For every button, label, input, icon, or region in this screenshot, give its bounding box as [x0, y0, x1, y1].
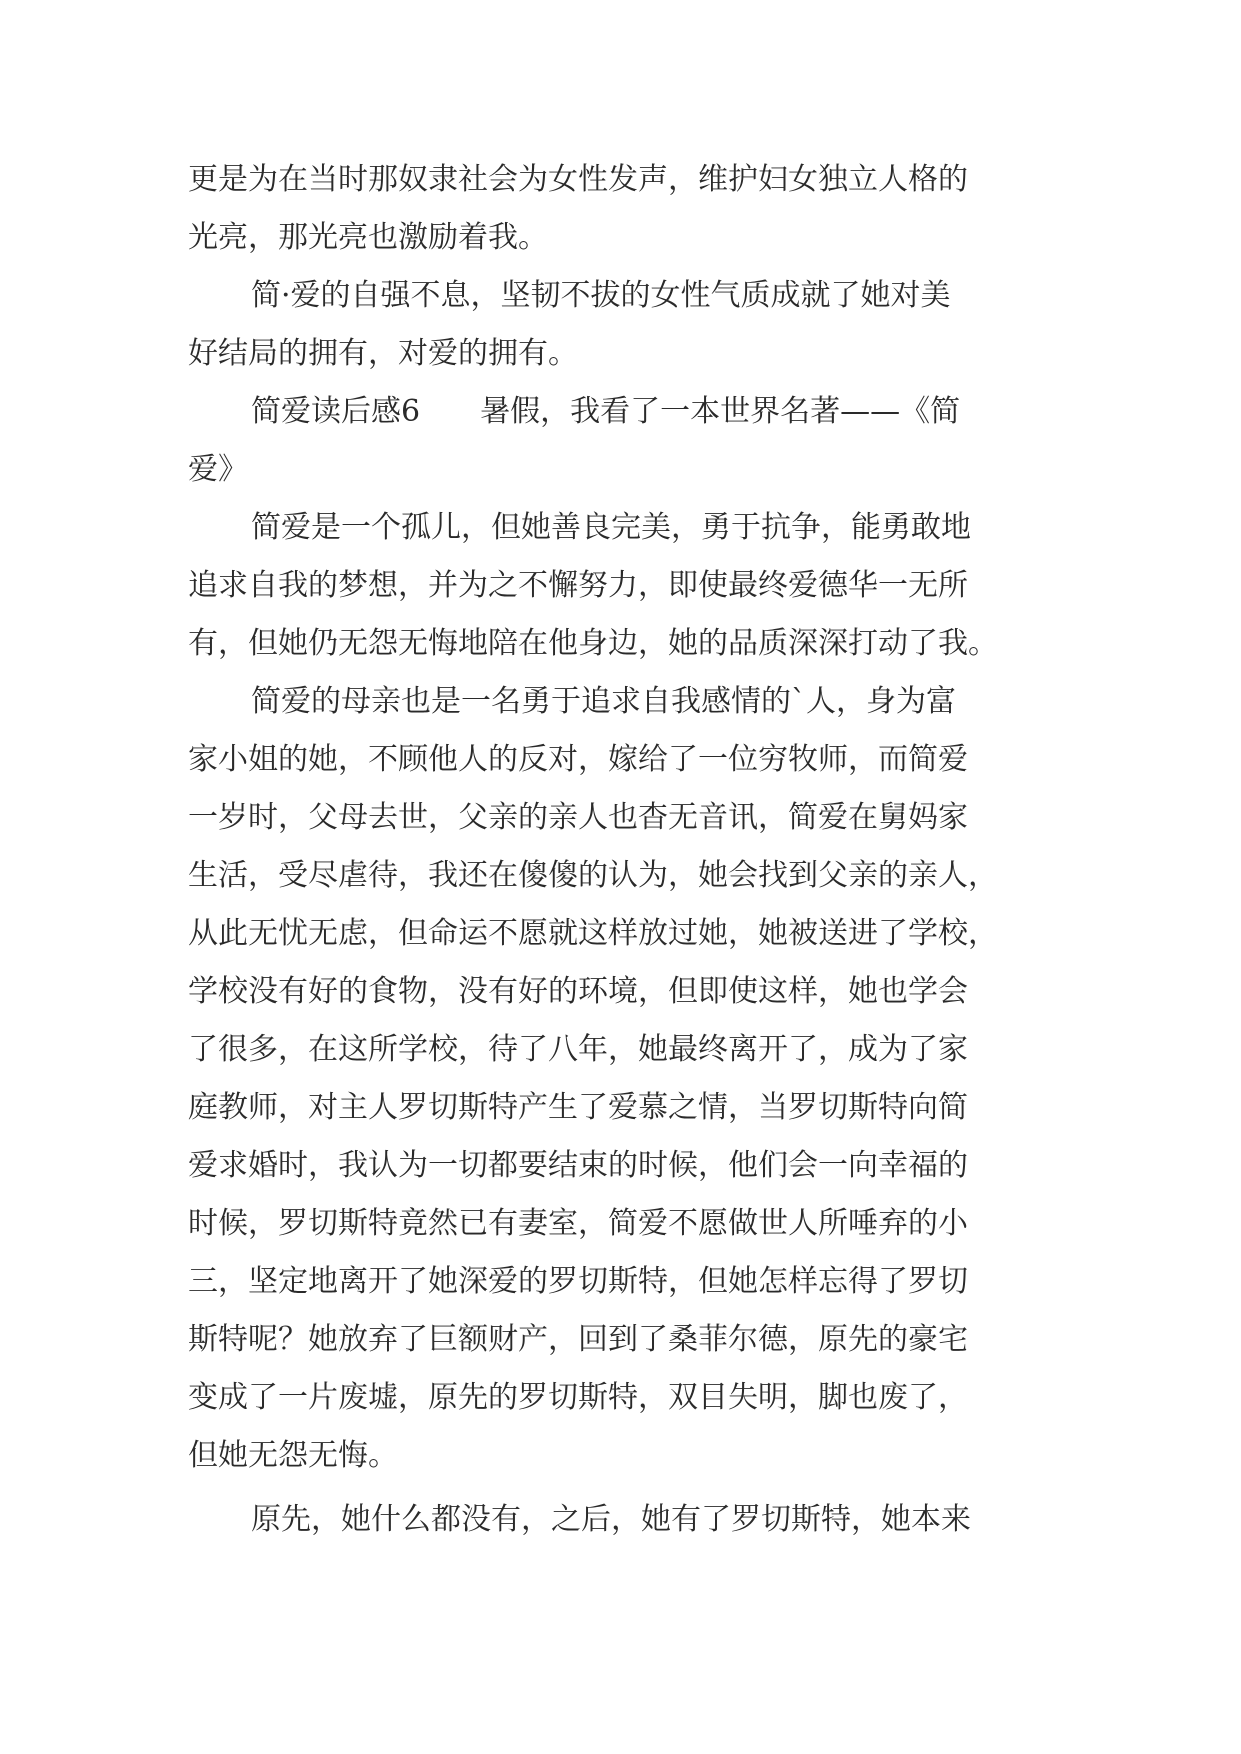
text-line: 更是为在当时那奴隶社会为女性发声，维护妇女独立人格的 [188, 162, 968, 197]
paragraph-start-line: 简爱是一个孤儿，但她善良完美，勇于抗争，能勇敢地 [251, 510, 971, 545]
section-heading-line: 简爱读后感6 暑假，我看了一本世界名著——《简 [251, 394, 961, 429]
paragraph-start-line: 简·爱的自强不息，坚韧不拔的女性气质成就了她对美 [251, 278, 951, 313]
text-line: 学校没有好的食物，没有好的环境，但即使这样，她也学会 [188, 974, 968, 1009]
text-line: 追求自我的梦想，并为之不懈努力，即使最终爱德华一无所 [188, 568, 968, 603]
text-line: 庭教师，对主人罗切斯特产生了爱慕之情，当罗切斯特向简 [188, 1090, 968, 1125]
text-line: 从此无忧无虑，但命运不愿就这样放过她，她被送进了学校， [188, 916, 998, 951]
text-line: 有，但她仍无怨无悔地陪在他身边，她的品质深深打动了我。 [188, 626, 998, 661]
text-line: 三，坚定地离开了她深爱的罗切斯特，但她怎样忘得了罗切 [188, 1264, 968, 1299]
paragraph-start-line: 原先，她什么都没有，之后，她有了罗切斯特，她本来 [251, 1502, 971, 1537]
text-line: 了很多，在这所学校，待了八年，她最终离开了，成为了家 [188, 1032, 968, 1067]
text-line: 一岁时，父母去世，父亲的亲人也杳无音讯，简爱在舅妈家 [188, 800, 968, 835]
text-line: 家小姐的她，不顾他人的反对，嫁给了一位穷牧师，而简爱 [188, 742, 968, 777]
text-line: 爱求婚时，我认为一切都要结束的时候，他们会一向幸福的 [188, 1148, 968, 1183]
text-line: 但她无怨无悔。 [188, 1438, 398, 1473]
text-line: 光亮，那光亮也激励着我。 [188, 220, 548, 255]
paragraph-start-line: 简爱的母亲也是一名勇于追求自我感情的`人，身为富 [251, 684, 956, 719]
text-line: 爱》 [188, 452, 248, 487]
text-line: 好结局的拥有，对爱的拥有。 [188, 336, 578, 371]
text-line: 生活，受尽虐待，我还在傻傻的认为，她会找到父亲的亲人， [188, 858, 998, 893]
text-line: 时候，罗切斯特竟然已有妻室，简爱不愿做世人所唾弃的小 [188, 1206, 968, 1241]
text-line: 斯特呢？她放弃了巨额财产，回到了桑菲尔德，原先的豪宅 [188, 1322, 968, 1357]
text-line: 变成了一片废墟，原先的罗切斯特，双目失明，脚也废了， [188, 1380, 968, 1415]
